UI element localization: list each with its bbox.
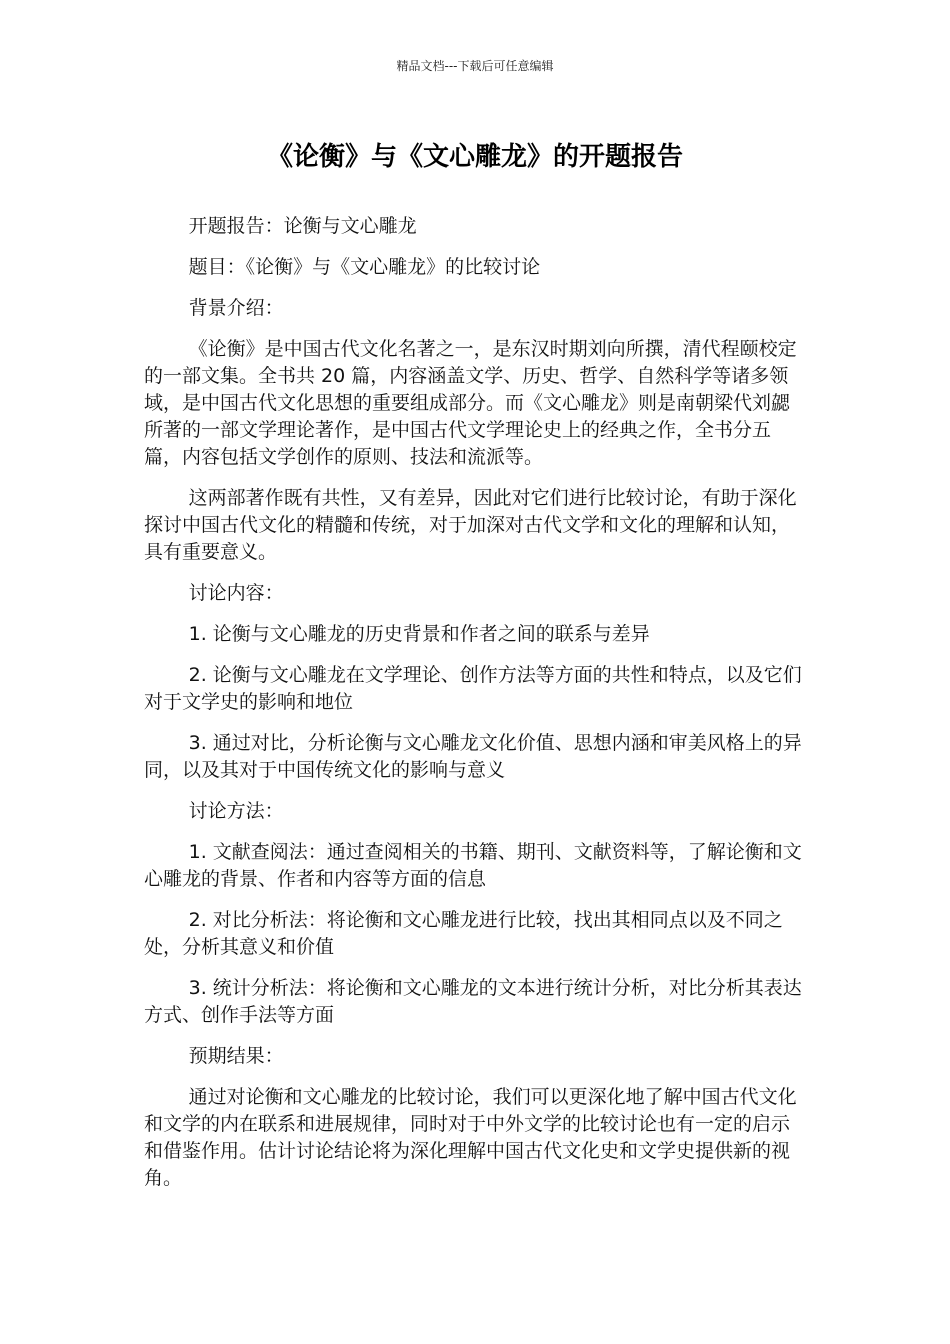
paragraph-method-item-1: 1. 文献查阅法：通过查阅相关的书籍、期刊、文献资料等，了解论衡和文心雕龙的背景、作者和内容等方面的信息 xyxy=(144,841,802,890)
paragraph-topic: 题目：《论衡》与《文心雕龙》的比较讨论 xyxy=(188,256,541,278)
document-title: 《论衡》与《文心雕龙》的开题报告 xyxy=(266,142,683,172)
document-body xyxy=(144,213,804,1206)
paragraph-method-item-2: 2. 对比分析法：将论衡和文心雕龙进行比较，找出其相同点以及不同之处，分析其意义和价值 xyxy=(144,909,783,958)
paragraph-method-heading: 讨论方法： xyxy=(188,800,284,822)
header-note: 精品文档---下载后可任意编辑 xyxy=(396,59,554,73)
paragraph-significance: 这两部著作既有共性，又有差异，因此对它们进行比较讨论，有助于深化探讨中国古代文化的精髓和传统，对于加深对古代文学和文化的理解和认知，具有重要意义。 xyxy=(144,487,797,563)
paragraph-expected-heading: 预期结果： xyxy=(188,1045,284,1067)
paragraph-content-item-1: 1. 论衡与文心雕龙的历史背景和作者之间的联系与差异 xyxy=(188,623,650,645)
paragraph-method-item-3: 3. 统计分析法：将论衡和文心雕龙的文本进行统计分析，对比分析其表达方式、创作手法等方面 xyxy=(144,977,802,1026)
paragraph-content-item-2: 2. 论衡与文心雕龙在文学理论、创作方法等方面的共性和特点，以及它们对于文学史的影响和地位 xyxy=(144,664,802,713)
paragraph-report-label: 开题报告：论衡与文心雕龙 xyxy=(188,215,417,237)
paragraph-content-heading: 讨论内容： xyxy=(188,582,284,604)
paragraph-background-body: 《论衡》是中国古代文化名著之一，是东汉时期刘向所撰，清代程颐校定的一部文集。全书共 20 篇，内容涵盖文学、历史、哲学、自然科学等诸多领域，是中国古代文化思想的重要组成部分。而《文心雕龙》则是南朝梁代刘勰所著的一部文学理论著作，是中国古代文学理论史上的经典之作，全书分五篇，内容包括文学创作的原则、技法和流派等。 xyxy=(144,338,797,468)
paragraph-background-heading: 背景介绍： xyxy=(188,297,284,319)
paragraph-expected-body: 通过对论衡和文心雕龙的比较讨论，我们可以更深化地了解中国古代文化和文学的内在联系和进展规律，同时对于中外文学的比较讨论也有一定的启示和借鉴作用。估计讨论结论将为深化理解中国古代文化史和文学史提供新的视角。 xyxy=(144,1086,797,1189)
paragraph-content-item-3: 3. 通过对比，分析论衡与文心雕龙文化价值、思想内涵和审美风格上的异同，以及其对于中国传统文化的影响与意义 xyxy=(144,732,802,781)
